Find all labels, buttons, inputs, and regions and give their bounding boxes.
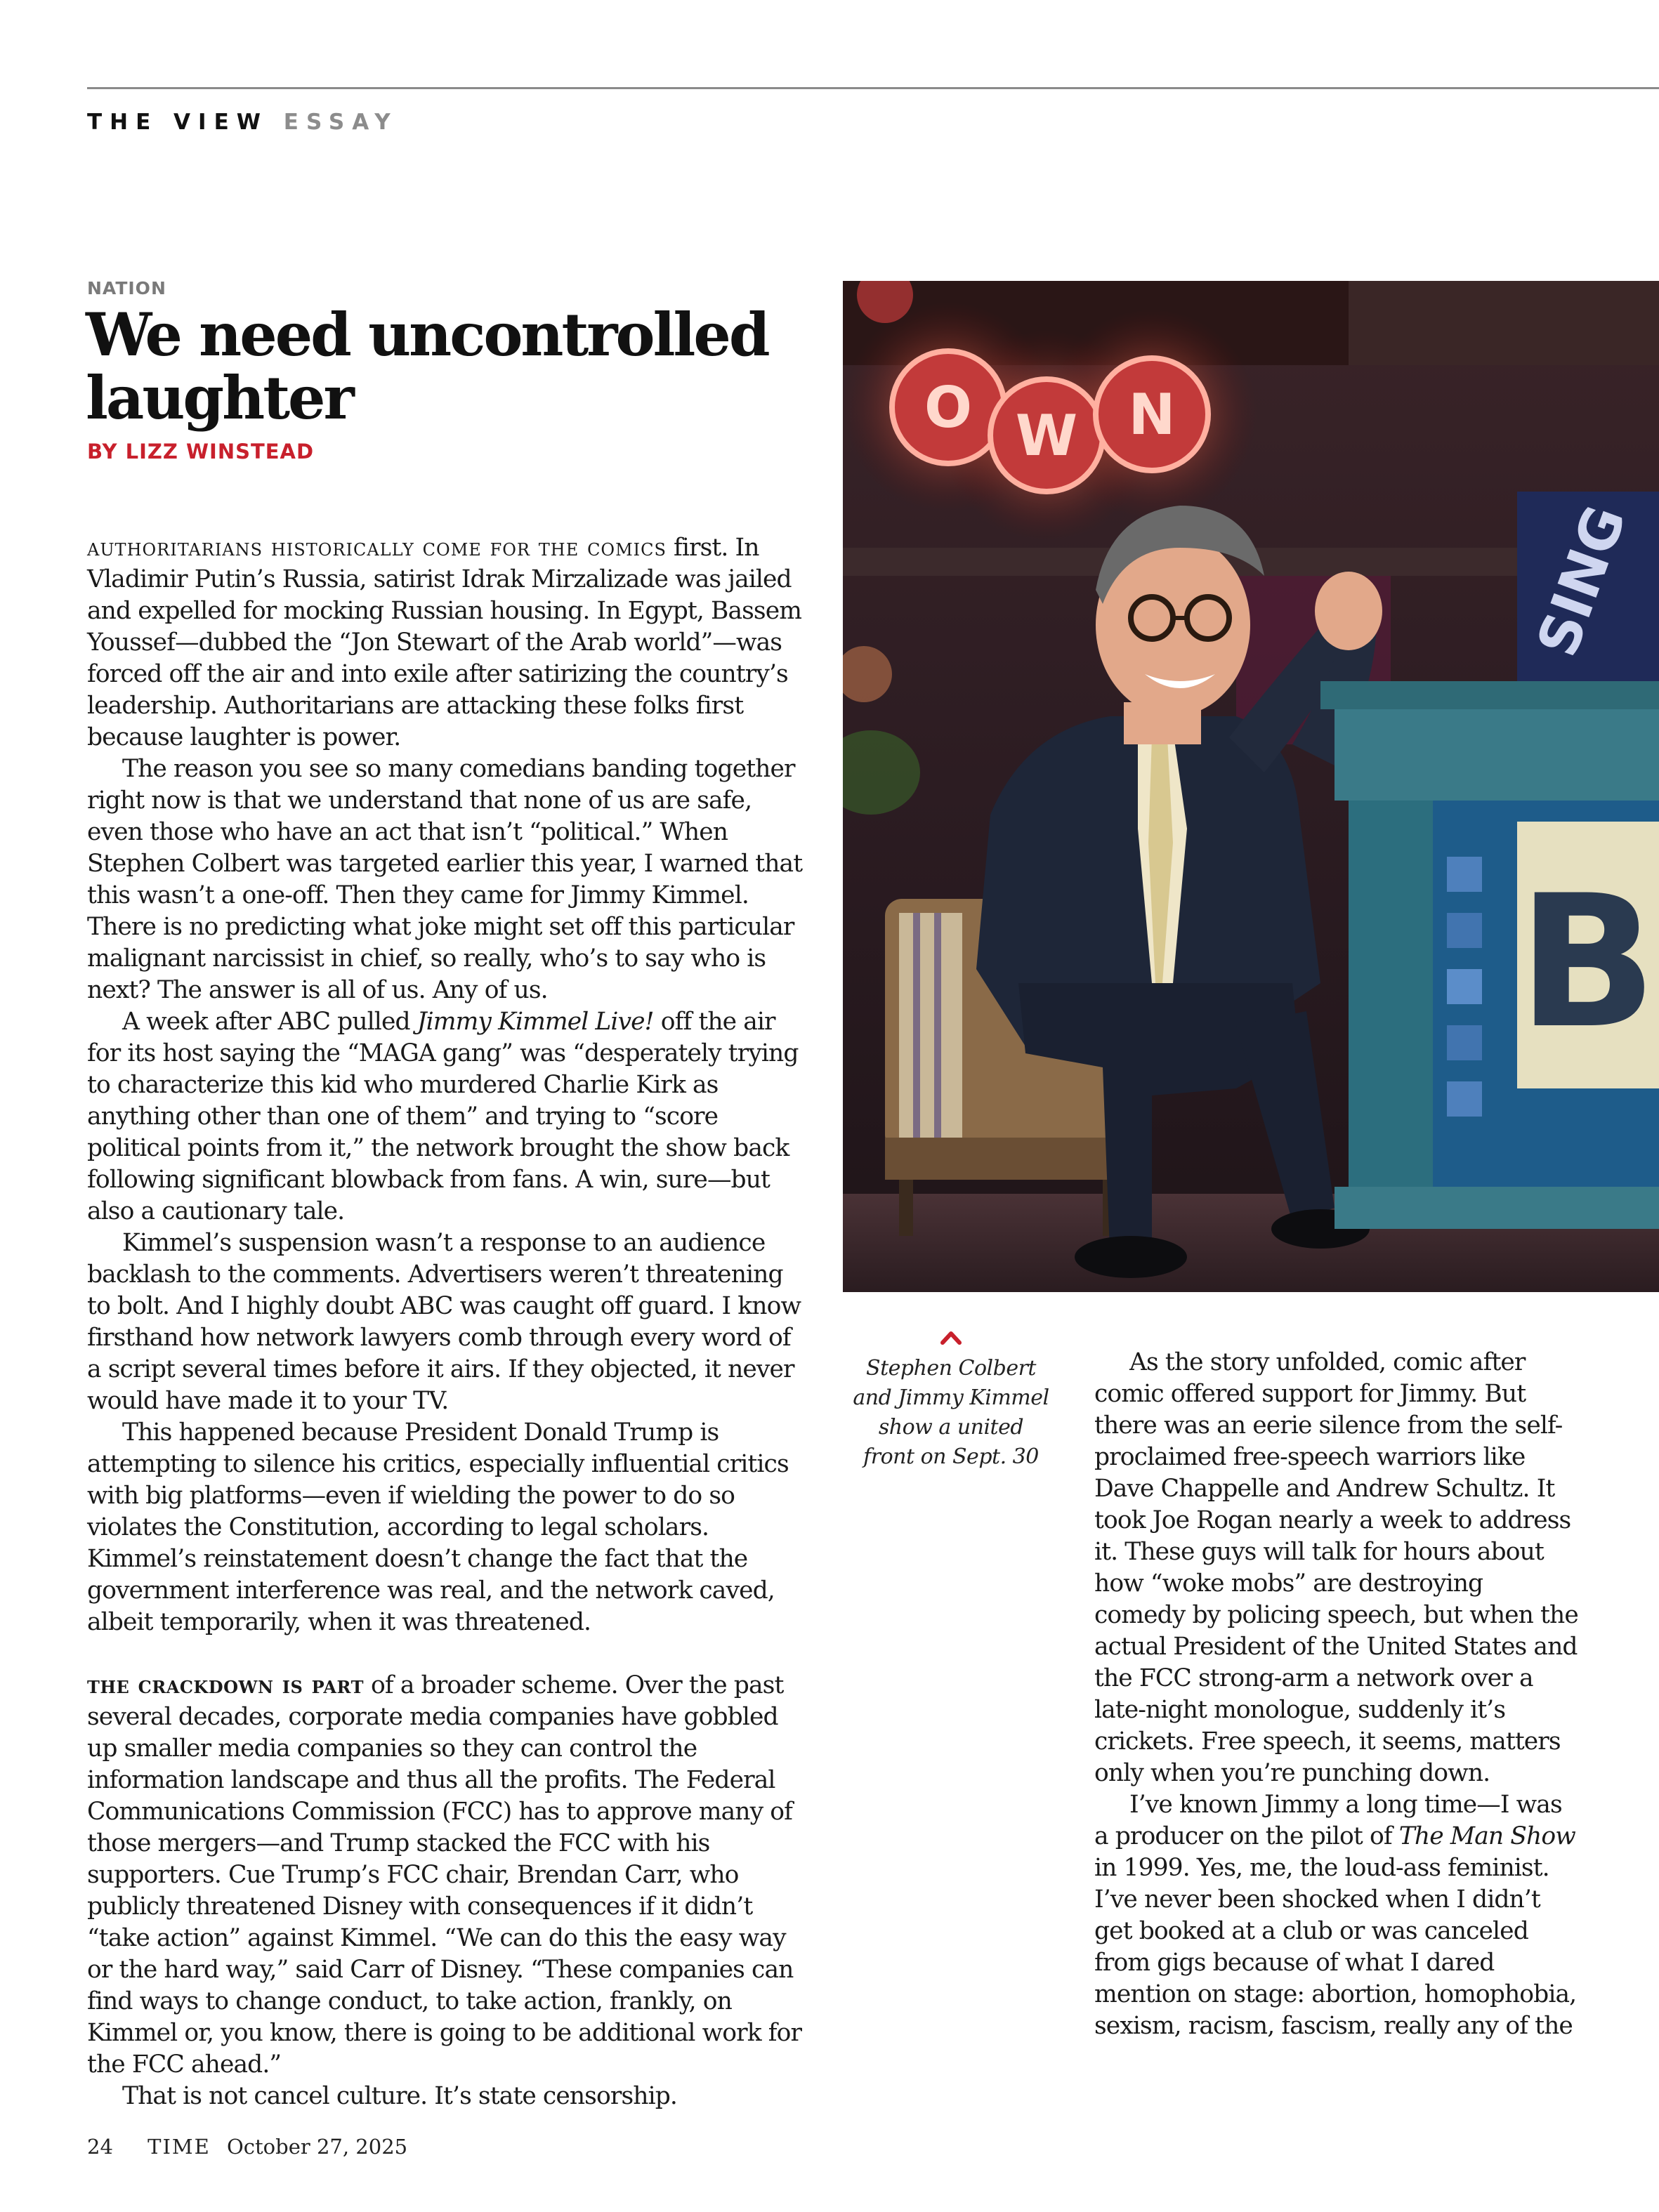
paragraph-2: The reason you see so many comedians banding together right now is that we understand that none of us are safe, even those who have an act that isn’t “political.” When Stephen Colbert was targeted earlier this year, I warned that this wasn’t a one-off. Then they came for Jimmy Kimmel. There is no predicting what joke might set off this particular malignant narcissist in chief, so really, who’s to say who is next? The answer is all of us. Any of us. xyxy=(87,755,803,1004)
man-show-title: The Man Show xyxy=(1398,1822,1575,1850)
paragraph-3-text-a: A week after ABC pulled xyxy=(122,1008,417,1036)
show-title: Jimmy Kimmel Live! xyxy=(417,1008,654,1036)
section-label xyxy=(87,110,398,135)
paragraph-7: That is not cancel culture. It’s state censorship. xyxy=(122,2082,677,2110)
paragraph-1 xyxy=(87,532,811,753)
paragraph-6 xyxy=(87,1670,811,2081)
page-number: 24 xyxy=(87,2135,113,2159)
article-photo xyxy=(843,281,1659,1292)
magazine-name: TIME xyxy=(147,2135,211,2159)
stage-photo-illustration xyxy=(843,281,1659,1292)
photo-caption: Stephen Colbert and Jimmy Kimmel show a united front on Sept. 30 xyxy=(853,1356,1049,1469)
section-name: THE VIEW xyxy=(87,110,268,135)
paragraph-8: As the story unfolded, comic after comic offered support for Jimmy. But there was an eerie silence from the self-proclaimed free-speech warriors like Dave Chappelle and Andrew Schultz. It took Joe Rogan nearly a week to address it. These guys will talk for hours about how “woke mobs” are destroying comedy by policing speech, but when the actual President of the United States and the FCC strong-arm a network over a late-night monologue, suddenly it’s crickets. Free speech, it seems, matters only when you’re punching down. xyxy=(1094,1348,1578,1787)
paragraph-1-text: first. In Vladimir Putin’s Russia, satirist Idrak Mirzalizade was jailed and expelled for mocking Russian housing. In Egypt, Bassem Youssef—dubbed the “Jon Stewart of the Arab world”—was forced off the air and into exile after satirizing the country’s leadership. Authoritarians are attacking these folks first because laughter is power. xyxy=(87,534,802,751)
wall-sign-text: SING xyxy=(1524,496,1639,665)
byline: BY LIZZ WINSTEAD xyxy=(87,440,315,463)
paragraph-3 xyxy=(87,1006,811,1227)
sign-letter-3: N xyxy=(1128,382,1176,447)
sign-letter-1: O xyxy=(924,375,973,440)
section-lead-in: the crackdown is part xyxy=(87,1671,364,1699)
paragraph-5: This happened because President Donald Trump is attempting to silence his critics, especially influential critics with big platforms—even if wielding the power to do so violates the Constitution, according to legal scholars. Kimmel’s reinstatement doesn’t change the fact that the government interference was real, and the network caved, albeit temporarily, when it was threatened. xyxy=(87,1418,789,1636)
paragraph-9-text-b: in 1999. Yes, me, the loud-ass feminist. I’ve never been shocked when I didn’t get booked at a club or was canceled from gigs because of what I dared mention on stage: abortion, homophobia, sexism, racism, fascism, really any of the xyxy=(1094,1854,1577,2040)
desk-letter: B xyxy=(1517,857,1658,1069)
caret-up-icon xyxy=(938,1327,964,1347)
paragraph-6-text: of a broader scheme. Over the past several decades, corporate media companies have gobbled up smaller media companies so they can control the information landscape and thus all the profits. The Federal Communications Commission (FCC) has to approve many of those mergers—and Trump stacked the FCC with his supporters. Cue Trump’s FCC chair, Brendan Carr, who publicly threatened Disney with consequences if it didn’t “take action” against Kimmel. “We can do this the easy way or the hard way,” said Carr of Disney. “These companies can find ways to change conduct, to take action, frankly, on Kimmel or, you know, there is going to be additional work for the FCC ahead.” xyxy=(87,1671,802,2079)
article-body-right xyxy=(1094,1347,1579,2042)
paragraph-4: Kimmel’s suspension wasn’t a response to an audience backlash to the comments. Advertisers weren’t threatening to bolt. And I highly doubt ABC was caught off guard. I know firsthand how network lawyers comb through every word of a script several times before it airs. If they objected, it never would have made it to your TV. xyxy=(87,1229,801,1415)
paragraph-3-text-b: off the air for its host saying the “MAGA gang” was “desperately trying to characterize this kid who murdered Charlie Kirk as anything other than one of them” and trying to “score political points from it,” the network brought the show back following significant blowback from fans. A win, sure—but also a cautionary tale. xyxy=(87,1008,799,1225)
issue-date: October 27, 2025 xyxy=(227,2135,408,2159)
sign-letter-2: W xyxy=(1015,403,1078,468)
section-subname: ESSAY xyxy=(283,110,398,135)
paragraph-9-text-a: I’ve known Jimmy a long time—I was a producer on the pilot of xyxy=(1094,1791,1562,1850)
paragraph-9 xyxy=(1094,1789,1579,2042)
headline: We need uncontrolled laughter xyxy=(86,300,768,433)
lead-in: authoritarians historically come for the comics xyxy=(87,534,667,562)
kicker: NATION xyxy=(87,278,166,298)
top-rule xyxy=(87,87,1659,89)
article-body-left xyxy=(87,532,811,2112)
page-footer xyxy=(87,2135,407,2159)
